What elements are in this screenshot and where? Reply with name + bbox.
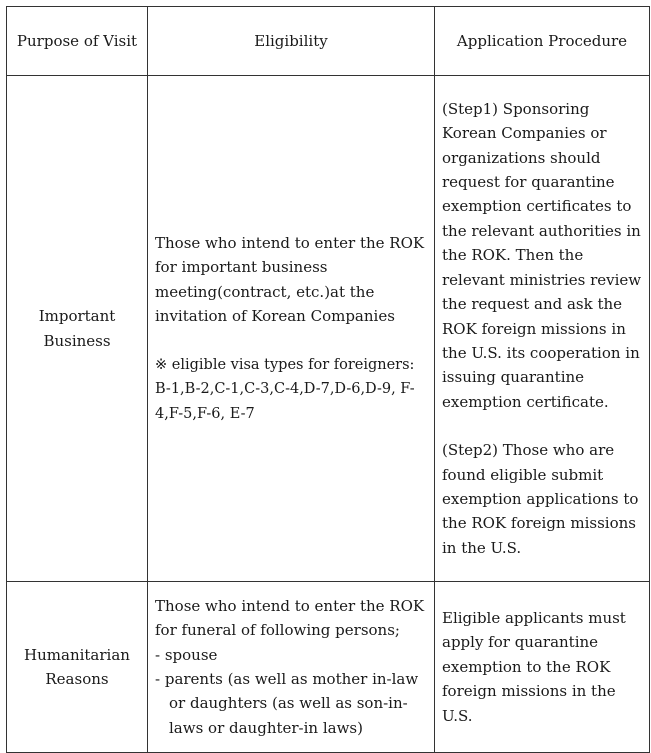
procedure-text: Eligible applicants must apply for quarantine exemption to the ROK foreign missions in the U.S. xyxy=(442,608,626,725)
purpose-line: Business xyxy=(43,331,111,350)
eligibility-cell xyxy=(148,76,435,582)
eligibility-visa-note: ※ eligible visa types for foreigners: B-1,B-2,C-1,C-3,C-4,D-7,D-6,D-9, F-4,F-5,F-6, E-7 xyxy=(155,356,415,422)
header-purpose: Purpose of Visit xyxy=(7,7,148,76)
relatives-list xyxy=(155,643,428,741)
header-procedure: Application Procedure xyxy=(435,7,650,76)
purpose-cell xyxy=(7,582,148,753)
table-row xyxy=(7,76,650,582)
purpose-line: Humanitarian xyxy=(24,645,130,664)
procedure-cell xyxy=(435,76,650,582)
header-eligibility: Eligibility xyxy=(148,7,435,76)
purpose-line: Reasons xyxy=(45,670,109,688)
eligibility-text: Those who intend to enter the ROK for funeral of following persons; xyxy=(155,596,425,640)
table-row xyxy=(7,582,650,753)
table-header-row xyxy=(7,7,650,76)
purpose-line: Important xyxy=(38,307,116,326)
procedure-step1: (Step1) Sponsoring Korean Companies or organizations should request for quarantine exemption certificates to the relevant authorities in the ROK. Then the relevant ministries review the request and ask the ROK foreign missions in the U.S. its cooperation in issuing quarantine exemption certificate. xyxy=(442,99,642,411)
procedure-step2: (Step2) Those who are found eligible submit exemption applications to the ROK foreign missions in the U.S. xyxy=(442,441,639,557)
list-item: - parents (as well as mother in-law or daughters (as well as son-in-laws or daughter-in laws) xyxy=(155,670,419,737)
purpose-cell xyxy=(7,76,148,582)
eligibility-text: Those who intend to enter the ROK for important business meeting(contract, etc.)at the invitation of Korean Companies xyxy=(155,234,425,326)
visit-eligibility-table xyxy=(6,6,650,753)
eligibility-cell xyxy=(148,582,435,753)
list-item: - spouse xyxy=(155,645,218,664)
procedure-cell xyxy=(435,582,650,753)
